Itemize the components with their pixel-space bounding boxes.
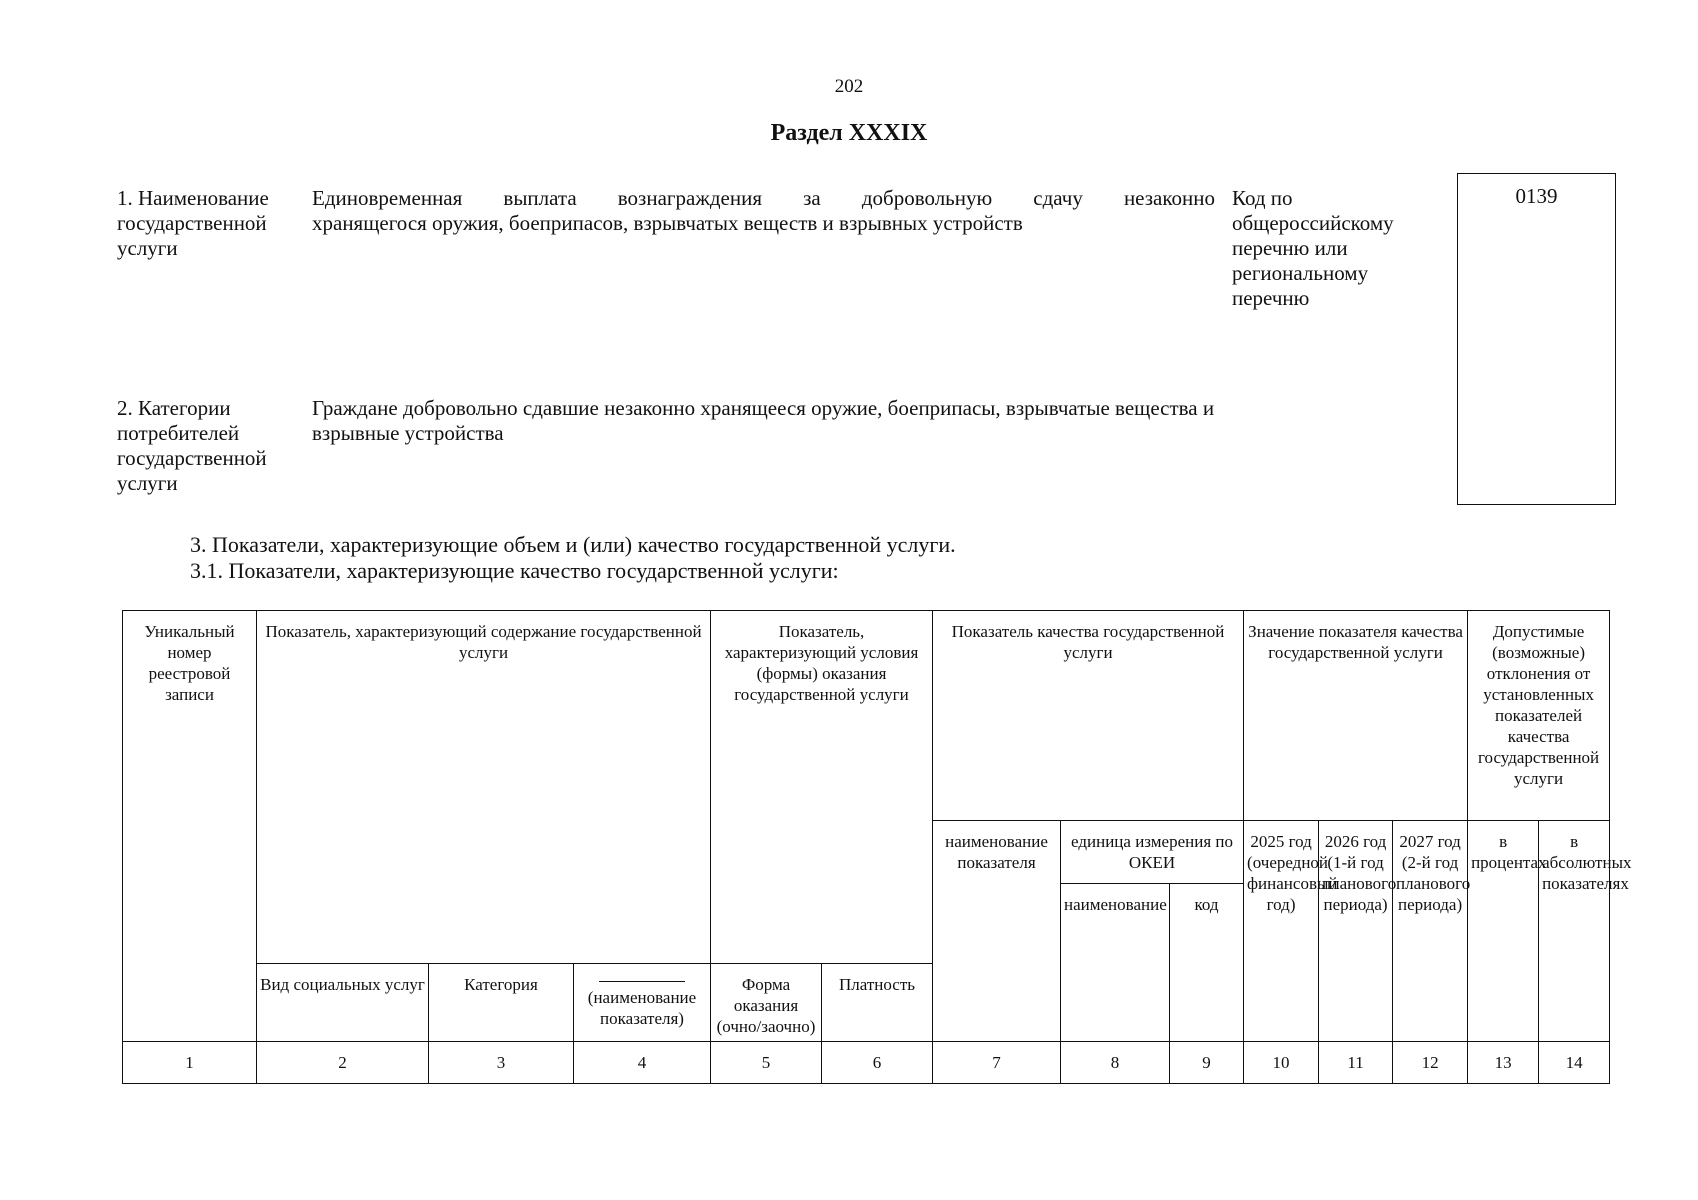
column-number: 12 bbox=[1393, 1042, 1468, 1084]
header-in-absolute: в абсолютных показателях bbox=[1539, 821, 1610, 1042]
registry-code-value: 0139 bbox=[1515, 184, 1558, 208]
column-number: 3 bbox=[429, 1042, 574, 1084]
registry-code-box bbox=[1457, 173, 1616, 505]
header-okei-unit: единица измерения по ОКЕИ bbox=[1061, 821, 1244, 884]
service-name-label: 1. Наименование государственной услуги bbox=[117, 186, 269, 260]
header-year-2026: 2026 год (1-й год планового периода) bbox=[1319, 821, 1393, 1042]
registry-code-label: Код по общероссийскому перечню или региональному перечню bbox=[1232, 186, 1394, 310]
header-in-percent: в процентах bbox=[1468, 821, 1539, 1042]
consumer-categories-label: 2. Категории потребителей государственной услуги bbox=[117, 396, 267, 495]
column-numbers-row bbox=[123, 1042, 1610, 1084]
column-number: 4 bbox=[574, 1042, 711, 1084]
header-indicator-name: наименование показателя bbox=[933, 821, 1061, 1042]
header-social-service-type: Вид социальных услуг bbox=[257, 964, 429, 1042]
section-3-1-heading: 3.1. Показатели, характеризующие качество государственной услуги: bbox=[190, 558, 839, 583]
column-number: 1 bbox=[123, 1042, 257, 1084]
column-number: 2 bbox=[257, 1042, 429, 1084]
header-conditions-indicator: Показатель, характеризующий условия (формы) оказания государственной услуги bbox=[711, 611, 933, 964]
column-number: 7 bbox=[933, 1042, 1061, 1084]
column-number: 9 bbox=[1170, 1042, 1244, 1084]
column-number: 5 bbox=[711, 1042, 822, 1084]
column-number: 13 bbox=[1468, 1042, 1539, 1084]
header-service-form: Форма оказания (очно/заочно) bbox=[711, 964, 822, 1042]
header-quality-indicator: Показатель качества государственной услуги bbox=[933, 611, 1244, 821]
header-unique-number: Уникальный номер реестровой записи bbox=[123, 611, 257, 1042]
header-unnamed-indicator bbox=[574, 964, 711, 1042]
column-number: 6 bbox=[822, 1042, 933, 1084]
header-quality-value: Значение показателя качества государственной услуги bbox=[1244, 611, 1468, 821]
consumer-categories-text: Граждане добровольно сдавшие незаконно хранящееся оружие, боеприпасы, взрывчатые вещества и взрывные устройства bbox=[312, 396, 1215, 445]
header-paid: Платность bbox=[822, 964, 933, 1042]
header-unnamed-indicator-label: (наименование показателя) bbox=[587, 988, 697, 1028]
header-year-2027: 2027 год (2-й год планового периода) bbox=[1393, 821, 1468, 1042]
page-number: 202 bbox=[834, 76, 864, 97]
quality-indicators-table bbox=[122, 610, 1632, 1084]
header-unit-code: код bbox=[1170, 884, 1244, 1042]
column-number: 8 bbox=[1061, 1042, 1170, 1084]
blank-underline bbox=[599, 967, 685, 982]
column-number: 10 bbox=[1244, 1042, 1319, 1084]
header-year-2025: 2025 год (очередной финансовый год) bbox=[1244, 821, 1319, 1042]
service-name-line1: Единовременная выплата вознаграждения за добровольную сдачу незаконно bbox=[312, 186, 1215, 210]
column-number: 14 bbox=[1539, 1042, 1610, 1084]
header-category: Категория bbox=[429, 964, 574, 1042]
header-content-indicator: Показатель, характеризующий содержание государственной услуги bbox=[257, 611, 711, 964]
header-allowed-deviation: Допустимые (возможные) отклонения от установленных показателей качества государственной услуги bbox=[1468, 611, 1610, 821]
section-title: Раздел XXXIX bbox=[770, 120, 928, 146]
section-3-heading: 3. Показатели, характеризующие объем и (или) качество государственной услуги. bbox=[190, 532, 956, 557]
column-number: 11 bbox=[1319, 1042, 1393, 1084]
header-unit-name: наименование bbox=[1061, 884, 1170, 1042]
header-row-1 bbox=[123, 611, 1610, 821]
service-name-text bbox=[312, 186, 1215, 236]
service-name-line2: хранящегося оружия, боеприпасов, взрывчатых веществ и взрывных устройств bbox=[312, 211, 1023, 235]
